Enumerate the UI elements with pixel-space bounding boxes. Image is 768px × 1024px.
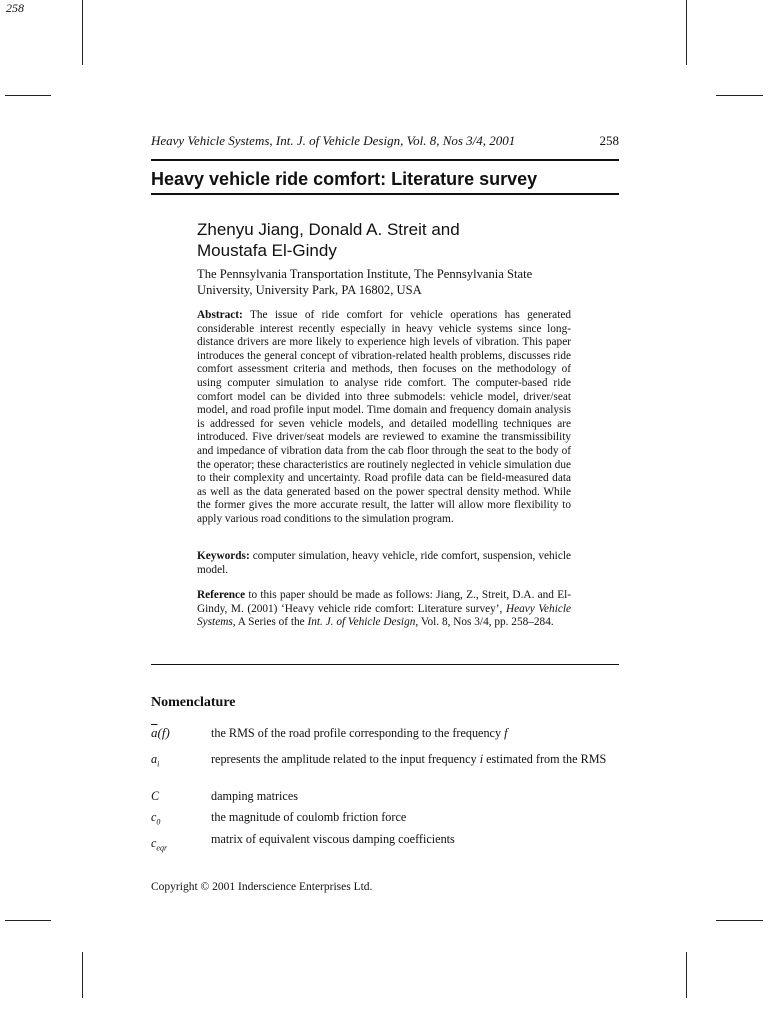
crop-mark [686,952,687,998]
reference-note [197,589,571,630]
nomenclature-symbol: $\overline{a}(f)$ [151,725,170,740]
keywords-label: Keywords: [197,550,250,562]
reference-series: Heavy Vehicle Systems, [197,602,571,629]
title-rule [151,193,619,195]
nomenclature-symbol: $a_i$ [151,752,160,769]
nomenclature-definition: the magnitude of coulomb friction force [211,810,407,824]
nomenclature-definition: represents the amplitude related to the input frequency i estimated from the RMS [211,752,607,766]
crop-mark [82,0,83,65]
crop-mark [5,95,51,96]
crop-mark [82,952,83,998]
nomenclature-row [151,789,619,807]
nomenclature-symbol: $c_0$ [151,810,161,827]
journal-citation: Heavy Vehicle Systems, Int. J. of Vehicle Design, Vol. 8, Nos 3/4, 2001 [151,133,516,148]
section-rule [151,664,619,665]
keywords [197,550,571,577]
crop-mark [686,0,687,65]
crop-mark [716,920,763,921]
nomenclature-symbol: $c_{eqr}$ [151,836,168,853]
affiliation: The Pennsylvania Transportation Institute, The Pennsylvania State University, University Park, PA 16802, USA [197,267,533,297]
nomenclature-heading: Nomenclature [151,695,236,710]
abstract-text: The issue of ride comfort for vehicle operations has generated considerable interest recently especially in heavy vehicle systems since long-distance drivers are more likely to experience high levels of vibration. This paper introduces the general concept of vibration-related health problems, discusses ride comfort assessment criteria and methods, then focuses on the methodology of using computer simulation to analyse ride comfort. The computer-based ride comfort model can be divided into three submodels: vehicle model, driver/seat model, and road profile input model. Time domain and frequency domain analysis is addressed for seven vehicle models, and detailed modelling techniques are introduced. Five driver/seat models are reviewed to examine the transmissibility and impedance of vibration data from the cab floor through the seat to the body of the operator; these characteristics are routinely neglected in vehicle simulation due to their complexity and uncertainty. Road profile data can be field-measured data as well as the data generated based on the power spectral density method. While the former gives the more accurate result, the latter will allow more flexibility to apply various road conditions to the simulation program. [197,309,571,525]
authors-line-2: Moustafa El-Gindy [197,241,337,260]
nomenclature-row [151,810,619,828]
abstract-label: Abstract: [197,309,243,321]
authors-line-1: Zhenyu Jiang, Donald A. Streit and [197,220,460,239]
reference-journal: Int. J. of Vehicle Design [307,616,416,629]
nomenclature-row [151,726,619,744]
nomenclature-row [151,752,619,784]
corner-page-number: 258 [6,1,24,15]
copyright-notice: Copyright © 2001 Inderscience Enterprises Ltd. [151,881,373,893]
nomenclature-definition: the RMS of the road profile corresponding to the frequency f [211,726,508,740]
reference-text: A Series of the [237,616,305,629]
nomenclature-row [151,832,619,852]
author-list [197,219,577,261]
abstract [197,309,571,527]
crop-mark [716,95,763,96]
reference-text: , Vol. 8, Nos 3/4, pp. 258–284. [415,616,554,629]
nomenclature-symbol: C [151,789,160,803]
nomenclature-definition: damping matrices [211,789,298,803]
page-number: 258 [599,133,619,148]
paper-title: Heavy vehicle ride comfort: Literature survey [151,169,538,189]
header-rule [151,159,619,161]
reference-label: Reference [197,589,246,601]
keywords-text: computer simulation, heavy vehicle, ride comfort, suspension, vehicle model. [197,550,571,576]
running-head [151,133,619,149]
nomenclature-definition: matrix of equivalent viscous damping coefficients [211,832,455,846]
crop-mark [5,920,51,921]
reference-text: to this paper should be made as follows: Jiang, Z., Streit, D.A. and El-Gindy, M. (2001) ‘Heavy vehicle ride comfort: Literature survey’, [197,589,571,615]
